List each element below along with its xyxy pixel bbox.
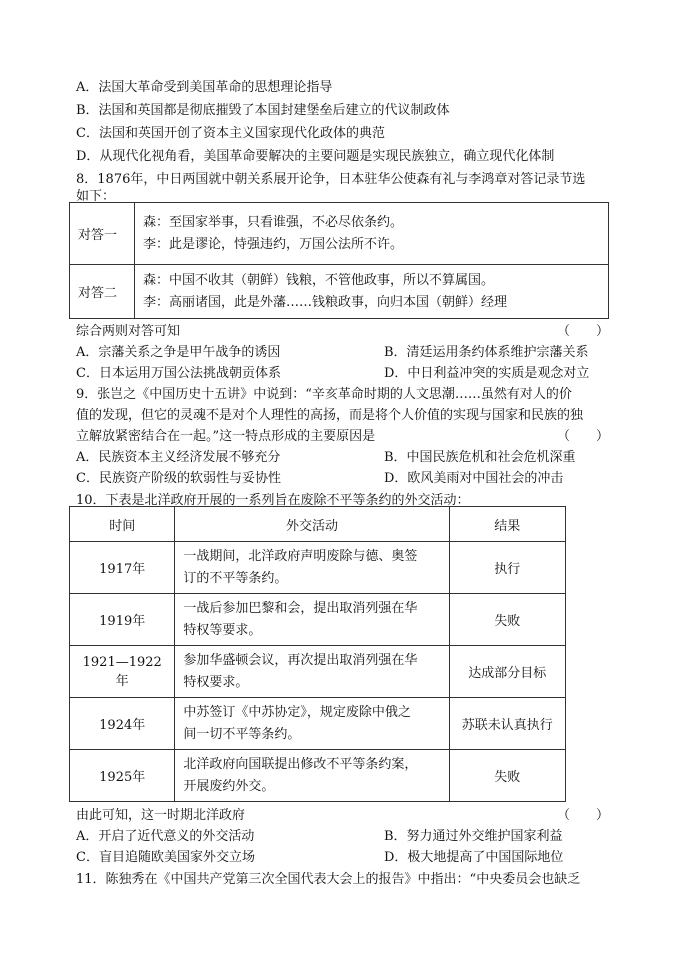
dialogue-line: 李：此是谬论，恃强违约，万国公法所不许。 [143, 236, 404, 252]
q9-option-d: D．欧风美雨对中国社会的冲击 [384, 471, 564, 486]
q7-option-d: D．从现代化视角看，美国革命要解决的主要问题是实现民族独立，确立现代化体制 [76, 149, 555, 164]
dialogue-label: 对答二 [70, 265, 135, 319]
activity-line: 中苏签订《中苏协定》，规定废除中俄之 [183, 704, 411, 720]
q10-option-d: D．极大地提高了中国国际地位 [384, 850, 564, 865]
q10-option-c: C．盲目追随欧美国家外交立场 [76, 850, 255, 865]
q8-prompt: 综合两则对答可知 [76, 324, 181, 339]
q9-stem-line3: 立解放紧密结合在一起。”这一特点形成的主要原因是 [76, 429, 376, 444]
activity-line: 开展废约外交。 [183, 778, 275, 794]
table-row [70, 594, 566, 646]
activity-line: 一战后参加巴黎和会，提出取消列强在华 [183, 600, 418, 616]
q9-option-a: A．民族资本主义经济发展不够充分 [76, 450, 281, 465]
header-result: 结果 [449, 507, 565, 542]
cell-activity [175, 646, 449, 698]
q9-answer-paren: （ ） [557, 429, 610, 444]
dialogue-line: 森：中国不收其（朝鲜）钱粮，不管他政事，所以不算属国。 [143, 272, 495, 288]
cell-result: 失败 [449, 594, 565, 646]
cell-activity [175, 594, 449, 646]
q8-option-d: D．中日利益冲突的实质是观念对立 [384, 366, 590, 381]
header-activity: 外交活动 [175, 507, 449, 542]
q8-dialogue-table [69, 202, 609, 319]
q10-prompt: 由此可知，这一时期北洋政府 [76, 808, 246, 823]
dialogue-line: 李：高丽诸国，此是外藩……钱粮政事，向归本国（朝鲜）经理 [143, 294, 508, 310]
q9-stem-line2: 值的发现，但它的灵魂不是对个人理性的高扬，而是将个人价值的实现与国家和民族的独 [76, 408, 584, 423]
activity-line: 一战期间，北洋政府声明废除与德、奥签 [183, 548, 418, 564]
cell-time: 1919年 [70, 594, 175, 646]
cell-activity [175, 542, 449, 594]
activity-line: 间一切不平等条约。 [183, 726, 301, 742]
q7-option-a: A．法国大革命受到美国革命的思想理论指导 [76, 80, 333, 95]
q10-answer-paren: （ ） [557, 808, 610, 823]
cell-activity [175, 698, 449, 750]
dialogue-content [135, 203, 609, 265]
table-row [70, 646, 566, 698]
dialogue-row [70, 203, 609, 265]
dialogue-label: 对答一 [70, 203, 135, 265]
activity-line: 特权等要求。 [183, 622, 262, 638]
q8-option-b: B．清廷运用条约体系维护宗藩关系 [384, 345, 589, 360]
q8-option-c: C．日本运用万国公法挑战朝贡体系 [76, 366, 281, 381]
activity-line: 参加华盛顿会议，再次提出取消列强在华 [183, 652, 418, 668]
dialogue-content [135, 265, 609, 319]
dialogue-line: 森：至国家举事，只看谁强，不必尽依条约。 [143, 214, 404, 230]
table-row [70, 698, 566, 750]
activity-line: 北洋政府向国联提出修改不平等条约案， [183, 756, 418, 772]
cell-result: 达成部分目标 [449, 646, 565, 698]
q7-option-c: C．法国和英国开创了资本主义国家现代化政体的典范 [76, 126, 385, 141]
table-header-row [70, 507, 566, 542]
q8-option-a: A．宗藩关系之争是甲午战争的诱因 [76, 345, 281, 360]
q10-diplomacy-table [69, 506, 566, 802]
cell-time: 1925年 [70, 750, 175, 802]
q7-option-b: B．法国和英国都是彻底摧毁了本国封建堡垒后建立的代议制政体 [76, 103, 450, 118]
q9-option-b: B．中国民族危机和社会危机深重 [384, 450, 576, 465]
q9-option-c: C．民族资产阶级的软弱性与妥协性 [76, 471, 281, 486]
cell-time: 1921—1922年 [70, 646, 175, 698]
q8-answer-paren: （ ） [557, 324, 610, 339]
dialogue-row [70, 265, 609, 319]
cell-result: 失败 [449, 750, 565, 802]
q8-stem-line1: 8．1876年，中日两国就中朝关系展开论争，日本驻华公使森有礼与李鸿章对答记录节选 [76, 172, 586, 187]
header-time: 时间 [70, 507, 175, 542]
q8-stem-line2: 如下： [76, 189, 116, 204]
cell-result: 苏联未认真执行 [449, 698, 565, 750]
q11-stem-line1: 11．陈独秀在《中国共产党第三次全国代表大会上的报告》中指出：“中央委员会也缺乏 [76, 872, 581, 887]
activity-line: 订的不平等条约。 [183, 570, 288, 586]
cell-time: 1917年 [70, 542, 175, 594]
q9-stem-line1: 9．张岂之《中国历史十五讲》中说到：“辛亥革命时期的人文思潮……虽然有对人的价 [76, 387, 572, 402]
q10-option-b: B．努力通过外交维护国家利益 [384, 829, 563, 844]
table-row [70, 750, 566, 802]
cell-time: 1924年 [70, 698, 175, 750]
q10-option-a: A．开启了近代意义的外交活动 [76, 829, 255, 844]
q10-stem: 10．下表是北洋政府开展的一系列旨在废除不平等条约的外交活动： [76, 493, 470, 508]
cell-activity [175, 750, 449, 802]
cell-result: 执行 [449, 542, 565, 594]
activity-line: 特权要求。 [183, 674, 249, 690]
table-row [70, 542, 566, 594]
